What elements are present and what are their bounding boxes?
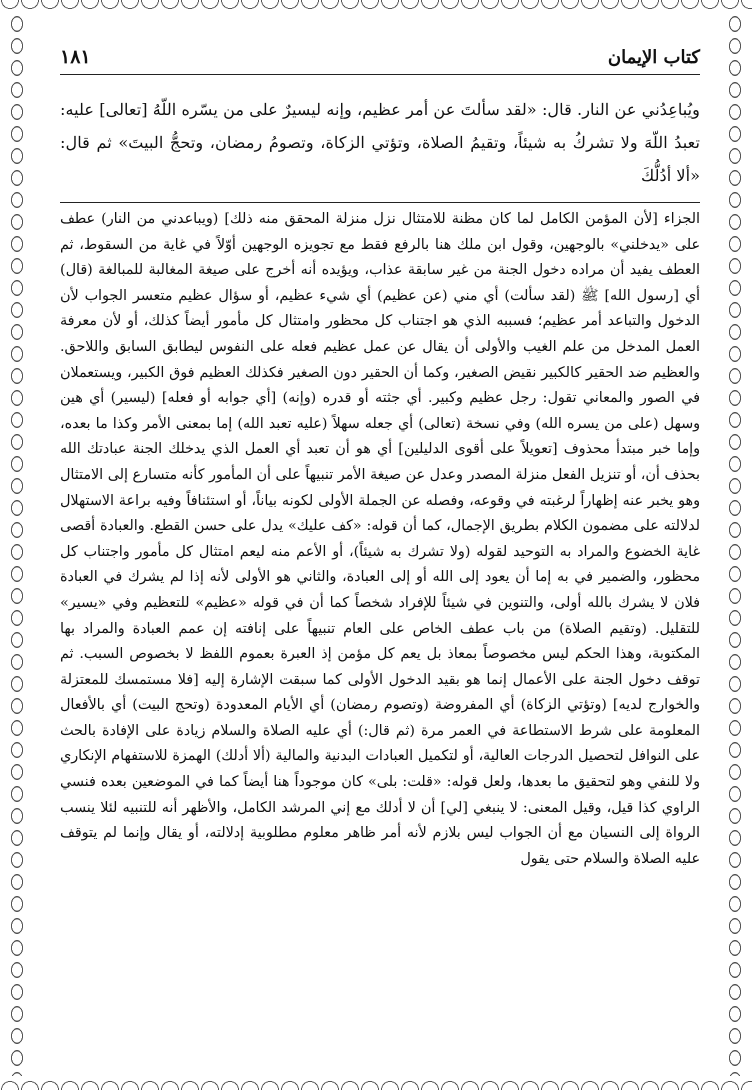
chapter-title: كتاب الإيمان (607, 46, 700, 68)
ornamental-border-right (726, 14, 744, 1076)
commentary-text: الجزاء [لأن المؤمن الكامل لما كان مظنة للامتثال نزل منزلة المحقق منه ذلك] (ويباعدني من النار) عطف على «يدخلني» بالوجهين، وقول ابن ملك هنا بالرفع فقط مع تجويزه الوجهين أوّلاً في غاية من السقوط، ثم العطف يفيد أن مراده دخول الجنة من غير سابقة عذاب، ويؤيده أنه أخرج على صيغة المغالبة للمبالغة (قال) أي [رسول الله] ﷺ (لقد سألت) أي مني (عن عظيم) أي شيء عظيم، أو سؤال عظيم متعسر الجواب لأن الدخول والتباعد أمر عظيم؛ فسببه الذي هو اجتناب كل محظور وامتثال كل مأمور أيضاً كذلك، أو لأن معرفة العمل المدخل من علم الغيب والأولى أن يقال عن عمل عظيم فعله على النفوس ليطابق السابق واللاحق. والعظيم ضد الحقير كالكبير نقيض الصغير، وكما أن الحقير دون الصغير فكذلك العظيم فوق الكبير، ويستعملان في الصور والمعاني تقول: رجل عظيم وكبير. أي جثته أو قدره (وإنه) [أي جوابه أو فعله] (ليسير) أي هين وسهل (على من يسره الله) وفي نسخة (تعالى) أي جعله سهلاً (عليه تعبد الله) إما بمعنى الأمر وكذا ما بعده، وإما خبر مبتدأ محذوف [تعويلاً على أقوى الدليلين] أي هو أن تعبد أي العمل الذي يدخلك الجنة عبادتك الله بحذف أن، أو تنزيل الفعل منزلة المصدر وعدل عن صيغة الأمر تنبيهاً على أن المأمور كأنه متسارع إلى الامتثال وهو يخبر عنه إظهاراً لرغبته في وقوعه، وفصله عن الجملة الأولى لكونه بياناً، أو استئنافاً وفيه براعة الاستهلال لدلالته على مضمون الكلام بطريق الإجمال، كما أن قوله: «كف عليك» يدل على حسن القطع. والعبادة أقصى غاية الخضوع والمراد به التوحيد لقوله (ولا تشرك به شيئاً)، أو الأعم منه ليعم امتثال كل مأمور واجتناب كل محظور، والضمير في به إما أن يعود إلى الله أو إلى العبادة، والثاني هو الأولى لأنه إذا لم يشرك في العبادة فلان لا يشرك بالله أولى، والتنوين في شيئاً للإفراد شخصاً كما أن في قوله «عظيم» للتعظيم وفي «يسير» للتقليل. (وتقيم الصلاة) من باب عطف الخاص على العام تنبيهاً على إنافته إن عمم العبادة والمراد بها المكتوبة، وهذا الحكم ليس مخصوصاً بمعاذ بل يعم كل مؤمن إذ العبرة بعموم اللفظ لا بخصوص السبب. ثم توقف دخول الجنة على الأعمال إنما هو بقيد الدخول الأولى كما سبقت الإشارة إليه [فلا مستمسك للمعتزلة والخوارج لديه] (وتؤتي الزكاة) أي المفروضة (وتصوم رمضان) أي الأيام المعدودة (وتحج البيت) أي بالأفعال المعلومة على شرط الاستطاعة في العمر مرة (ثم قال:) أي عليه الصلاة والسلام زيادة على الإفادة بالحث على النوافل لتحصيل الدرجات العالية، أو لتكميل العبادات البدنية والمالية (ألا أدلك) الهمزة للاستفهام الإنكاري ولا للنفي وهو لتحقيق ما بعدها، ولعل قوله: «قلت: بلى» كان موجوداً هنا أيضاً كما في الموضعين بعده فنسي الراوي كذا قيل، وقيل المعنى: لا ينبغي [لي] أن لا أدلك مع إني المرشد الكامل، والأظهر أنه للتنبيه لئلا ينسب الرواة إلى النسيان مع أن الجواب ليس بلازم لأنه أمر ظاهر معلوم مطلوبية إدلالته، أو يقال وإنما لم يتوقف عليه الصلاة والسلام حتى يقول (60, 211, 700, 867)
hadith-text: ويُباعِدُني عن النار. قال: «لقد سألتَ عن أمر عظيم، وإنه ليسيرٌ على من يسّره اللّهُ [تعالى] عليه: تعبدُ اللّهَ ولا تشركُ به شيئاً، وتقيمُ الصلاة، وتؤتي الزكاة، وتصومُ رمضان، وتحجُّ البيتَ» ثم قال: «ألا أدُلُّكَ (60, 100, 700, 185)
ornamental-border-left (8, 14, 26, 1076)
footnote-divider (60, 202, 700, 203)
page (60, 40, 700, 1076)
ornamental-border-top (0, 0, 752, 20)
running-header (60, 40, 700, 75)
page-number: ١٨١ (60, 46, 91, 68)
